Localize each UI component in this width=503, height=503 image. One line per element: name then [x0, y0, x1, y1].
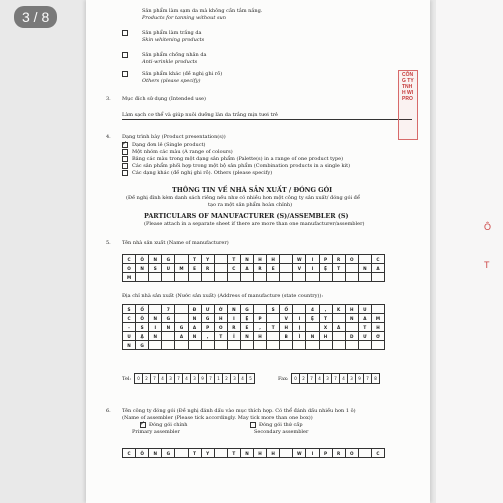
grid-cell — [162, 332, 175, 341]
grid-cell: A — [372, 264, 385, 273]
manufacturer-heading-en: PARTICULARS OF MANUFACTURER (S)/ASSEMBLER (S) — [144, 212, 349, 220]
grid-cell: P — [320, 449, 333, 458]
grid-cell — [215, 449, 228, 458]
presentation-label: Dạng trình bày (Product presentation(s)) — [122, 134, 226, 140]
section-3-number: 3. — [106, 96, 111, 102]
primary-assembler-en: Primary assembler — [132, 429, 180, 435]
grid-cell — [215, 341, 228, 350]
fax-label: Fax: — [278, 376, 289, 382]
grid-cell — [280, 264, 293, 273]
grid-cell: Ệ — [241, 314, 254, 323]
digit-cell: 0 — [292, 374, 300, 384]
others-checkbox[interactable] — [122, 71, 128, 77]
grid-cell — [175, 341, 188, 350]
grid-cell: H — [280, 323, 293, 332]
manufacturer-note-vi-1: (Đề nghị đính kèm danh sách riêng nếu như có nhiều hơn một công ty sản xuất/ đóng gói để — [126, 195, 360, 201]
grid-cell — [359, 255, 372, 264]
digit-cell: 4 — [239, 374, 247, 384]
digit-cell: 7 — [151, 374, 159, 384]
grid-cell: T — [267, 323, 280, 332]
digit-cell: 7 — [332, 374, 340, 384]
red-stamp-text: CÔNG TY TNHH WIPRO — [402, 72, 414, 102]
fax-digit-grid — [291, 373, 380, 384]
grid-cell — [267, 332, 280, 341]
grid-cell: I — [306, 255, 319, 264]
range-colours-option: Một nhóm các màu (A range of colours) — [132, 149, 233, 155]
grid-cell — [241, 341, 254, 350]
grid-cell: Ị — [293, 323, 306, 332]
grid-cell — [372, 273, 385, 282]
grid-cell: U — [162, 264, 175, 273]
grid-cell — [359, 273, 372, 282]
grid-cell: E — [241, 323, 254, 332]
grid-cell: H — [254, 255, 267, 264]
grid-cell: N — [149, 449, 162, 458]
grid-cell — [215, 264, 228, 273]
digit-cell: 4 — [159, 374, 167, 384]
grid-cell: I — [306, 449, 319, 458]
digit-cell: 4 — [316, 374, 324, 384]
grid-cell: N — [241, 449, 254, 458]
grid-cell: R — [202, 264, 215, 273]
grid-cell: G — [162, 314, 175, 323]
grid-cell: U — [123, 332, 136, 341]
grid-cell — [346, 323, 359, 332]
grid-cell: Ơ — [372, 332, 385, 341]
manufacturer-heading-vi: THÔNG TIN VỀ NHÀ SẢN XUẤT / ĐÓNG GÓI — [172, 186, 333, 194]
digit-cell: 5 — [247, 374, 255, 384]
grid-cell: T — [189, 255, 202, 264]
digit-cell: 9 — [199, 374, 207, 384]
other-forms-option: Các dạng khác (đề nghị ghi rõ). Others (please specify) — [132, 170, 273, 176]
grid-cell — [267, 341, 280, 350]
manufacturer-address-grid — [122, 304, 385, 350]
whitening-option-en: Skin whitening products — [142, 37, 205, 43]
grid-cell: W — [293, 255, 306, 264]
grid-cell — [293, 273, 306, 282]
grid-cell: N — [346, 314, 359, 323]
next-page-edge — [436, 0, 503, 503]
grid-cell: O — [346, 449, 359, 458]
anti-wrinkle-option-vi: Sản phẩm chống nhăn da — [142, 52, 207, 58]
grid-cell — [267, 273, 280, 282]
grid-cell — [215, 255, 228, 264]
grid-cell: N — [149, 255, 162, 264]
digit-cell: 7 — [308, 374, 316, 384]
others-option-en: Others (please specify) — [142, 78, 201, 84]
grid-cell: M — [372, 314, 385, 323]
grid-cell: R — [333, 449, 346, 458]
grid-cell: N — [123, 341, 136, 350]
grid-cell — [280, 273, 293, 282]
tanning-option-vi: Sản phẩm làm sạm da mà không cần tắm nắng. — [142, 8, 263, 14]
grid-cell — [267, 314, 280, 323]
grid-cell — [175, 273, 188, 282]
grid-cell: G — [162, 255, 175, 264]
grid-cell: Ì — [293, 332, 306, 341]
grid-cell — [162, 273, 175, 282]
section-5-number: 5. — [106, 240, 111, 246]
grid-cell: R — [333, 255, 346, 264]
grid-cell: T — [320, 314, 333, 323]
grid-cell — [162, 341, 175, 350]
grid-cell — [306, 323, 319, 332]
grid-cell — [228, 341, 241, 350]
digit-cell: 4 — [340, 374, 348, 384]
grid-cell: I — [228, 314, 241, 323]
section-6-number: 6. — [106, 408, 111, 414]
grid-cell — [280, 341, 293, 350]
grid-cell: G — [202, 314, 215, 323]
grid-cell — [346, 273, 359, 282]
grid-cell: 4 — [306, 305, 319, 314]
grid-cell: A — [189, 323, 202, 332]
grid-cell: T — [228, 255, 241, 264]
tanning-option-en: Products for tanning without sun — [142, 15, 226, 21]
grid-cell: C — [123, 449, 136, 458]
grid-cell — [333, 332, 346, 341]
whitening-checkbox[interactable] — [122, 30, 128, 36]
grid-cell: S — [267, 305, 280, 314]
assembler-name-grid — [122, 448, 385, 458]
grid-cell — [359, 341, 372, 350]
grid-cell: Ậ — [136, 332, 149, 341]
grid-cell: S — [149, 264, 162, 273]
grid-cell: V — [280, 314, 293, 323]
intended-use-label: Mục đích sử dụng (Intended use) — [122, 96, 206, 102]
grid-cell: R — [228, 323, 241, 332]
secondary-assembler-en: Secondary assembler — [254, 429, 309, 435]
grid-cell — [202, 341, 215, 350]
single-product-option: Dạng đơn lẻ (Single product) — [132, 142, 206, 148]
grid-cell — [346, 341, 359, 350]
palette-option: Bảng các màu trong một dạng sản phẩm (Palette(s) in a range of one product type) — [132, 156, 344, 162]
others-option-vi: Sản phẩm khác (đề nghị ghi rõ) — [142, 71, 223, 77]
grid-cell: N — [149, 314, 162, 323]
page-indicator: 3 / 8 — [14, 6, 57, 28]
grid-cell: C — [228, 264, 241, 273]
grid-cell: C — [123, 255, 136, 264]
digit-cell: 3 — [324, 374, 332, 384]
grid-cell: T — [189, 449, 202, 458]
tel-digit-grid — [134, 373, 255, 384]
grid-cell: N — [241, 332, 254, 341]
grid-cell: C — [372, 449, 385, 458]
manufacturer-name-label: Tên nhà sản xuất (Name of manufacturer) — [122, 240, 229, 246]
digit-cell: 2 — [223, 374, 231, 384]
grid-cell: M — [123, 273, 136, 282]
grid-cell — [372, 305, 385, 314]
grid-cell: W — [293, 449, 306, 458]
grid-cell: V — [293, 264, 306, 273]
grid-cell: N — [359, 264, 372, 273]
grid-cell: N — [136, 264, 149, 273]
digit-cell: 4 — [183, 374, 191, 384]
grid-cell: H — [267, 255, 280, 264]
grid-cell: Ư — [202, 305, 215, 314]
grid-cell: O — [346, 255, 359, 264]
digit-cell: 3 — [348, 374, 356, 384]
grid-cell: O — [123, 264, 136, 273]
grid-cell — [149, 305, 162, 314]
grid-cell: Y — [202, 449, 215, 458]
grid-cell: S — [123, 305, 136, 314]
grid-cell: H — [254, 449, 267, 458]
grid-cell — [228, 273, 241, 282]
other-forms-checkbox[interactable] — [122, 170, 128, 176]
digit-cell: 3 — [191, 374, 199, 384]
grid-cell: P — [202, 323, 215, 332]
digit-cell: 7 — [175, 374, 183, 384]
grid-cell: P — [254, 314, 267, 323]
grid-cell: C — [372, 255, 385, 264]
grid-cell — [333, 314, 346, 323]
grid-cell: T — [215, 332, 228, 341]
grid-cell: Y — [202, 255, 215, 264]
grid-cell: Ư — [359, 332, 372, 341]
grid-cell — [306, 273, 319, 282]
grid-cell: G — [241, 305, 254, 314]
grid-cell: C — [123, 314, 136, 323]
combination-option: Các sản phẩm phối hợp trong một bộ sản phẩm (Combination products in a single kit) — [132, 163, 351, 169]
grid-cell: N — [228, 305, 241, 314]
grid-cell — [372, 341, 385, 350]
palette-checkbox[interactable] — [122, 156, 128, 162]
grid-cell: N — [149, 332, 162, 341]
grid-cell: E — [267, 264, 280, 273]
grid-cell: H — [346, 305, 359, 314]
grid-cell: N — [189, 314, 202, 323]
digit-cell: 3 — [231, 374, 239, 384]
document-page — [86, 0, 430, 503]
grid-cell — [293, 305, 306, 314]
intended-use-value: Làm sạch cơ thể và giúp nuôi dưỡng làn da trắng mịn tươi trẻ — [122, 112, 278, 118]
grid-cell: O — [215, 323, 228, 332]
digit-cell: 2 — [300, 374, 308, 384]
grid-cell: N — [189, 332, 202, 341]
grid-cell: Ỉ — [228, 332, 241, 341]
grid-cell — [306, 341, 319, 350]
grid-cell — [254, 305, 267, 314]
grid-cell: G — [162, 449, 175, 458]
grid-cell: H — [372, 323, 385, 332]
grid-cell: Ô — [136, 314, 149, 323]
grid-cell — [320, 341, 333, 350]
grid-cell: M — [175, 264, 188, 273]
manufacturer-name-grid — [122, 254, 385, 282]
grid-cell: Đ — [189, 305, 202, 314]
grid-cell: K — [333, 305, 346, 314]
grid-cell — [136, 273, 149, 282]
grid-cell: N — [306, 332, 319, 341]
grid-cell — [333, 273, 346, 282]
secondary-assembler-vi: Đóng gói thứ cấp — [259, 422, 303, 428]
primary-assembler-checkbox[interactable] — [140, 422, 146, 428]
combination-checkbox[interactable] — [122, 163, 128, 169]
grid-cell: Ố — [280, 305, 293, 314]
secondary-assembler-checkbox[interactable] — [250, 422, 256, 428]
grid-cell: Ô — [136, 255, 149, 264]
grid-cell: I — [306, 264, 319, 273]
grid-cell: G — [136, 341, 149, 350]
grid-cell — [333, 341, 346, 350]
grid-cell — [175, 305, 188, 314]
grid-cell: Ờ — [215, 305, 228, 314]
grid-cell — [175, 255, 188, 264]
grid-cell — [241, 273, 254, 282]
digit-cell: 3 — [167, 374, 175, 384]
manufacturer-note-en: (Please attach in a separate sheet if there are more than one manufacturer/assembler) — [144, 221, 365, 227]
range-colours-checkbox[interactable] — [122, 149, 128, 155]
grid-cell: Ô — [136, 449, 149, 458]
next-page-mark-1: Ô — [484, 222, 492, 232]
grid-cell: Ệ — [320, 264, 333, 273]
grid-cell: T — [333, 264, 346, 273]
grid-cell: , — [202, 332, 215, 341]
grid-cell: U — [359, 305, 372, 314]
grid-cell: H — [267, 449, 280, 458]
grid-cell: B — [280, 332, 293, 341]
grid-cell: X — [320, 323, 333, 332]
grid-cell — [359, 449, 372, 458]
grid-cell: I — [293, 314, 306, 323]
grid-cell: N — [162, 323, 175, 332]
whitening-option-vi: Sản phẩm làm trắng da — [142, 30, 202, 36]
grid-cell — [149, 341, 162, 350]
grid-cell: R — [254, 264, 267, 273]
grid-cell: I — [149, 323, 162, 332]
grid-cell — [149, 273, 162, 282]
grid-cell — [189, 341, 202, 350]
assembler-label-en: (Name of assembler (Please tick accordingly. May tick more than one box)) — [122, 415, 313, 421]
grid-cell — [254, 273, 267, 282]
grid-cell — [202, 273, 215, 282]
grid-cell: P — [320, 255, 333, 264]
grid-cell: 7 — [162, 305, 175, 314]
intended-use-line — [122, 119, 412, 120]
single-product-checkbox[interactable] — [122, 142, 128, 148]
manufacturer-address-label: Địa chỉ nhà sản xuất (Nước sản xuất) (Address of manufacture (state country)): — [122, 293, 324, 299]
digit-cell: 1 — [215, 374, 223, 384]
digit-cell: 2 — [143, 374, 151, 384]
grid-cell: D — [346, 332, 359, 341]
grid-cell: , — [320, 305, 333, 314]
grid-cell: T — [228, 449, 241, 458]
grid-cell — [320, 273, 333, 282]
anti-wrinkle-checkbox[interactable] — [122, 52, 128, 58]
digit-cell: 8 — [372, 374, 380, 384]
grid-cell: H — [320, 332, 333, 341]
grid-cell: T — [359, 323, 372, 332]
grid-cell: - — [123, 323, 136, 332]
grid-cell: S — [136, 323, 149, 332]
grid-cell: N — [241, 255, 254, 264]
grid-cell — [254, 341, 267, 350]
digit-cell: 7 — [207, 374, 215, 384]
grid-cell: Ã — [333, 323, 346, 332]
section-4-number: 4. — [106, 134, 111, 140]
primary-assembler-vi: Đóng gói chính — [149, 422, 188, 428]
grid-cell: G — [175, 323, 188, 332]
tel-label: Tel: — [122, 376, 132, 382]
grid-cell: A — [359, 314, 372, 323]
grid-cell — [346, 264, 359, 273]
next-page-mark-2: T — [484, 260, 490, 270]
grid-cell — [175, 314, 188, 323]
grid-cell — [280, 449, 293, 458]
grid-cell — [175, 449, 188, 458]
grid-cell — [215, 273, 228, 282]
grid-cell: , — [254, 323, 267, 332]
digit-cell: 9 — [356, 374, 364, 384]
grid-cell: E — [189, 264, 202, 273]
anti-wrinkle-option-en: Anti-wrinkle products — [142, 59, 198, 65]
grid-cell — [189, 273, 202, 282]
assembler-label-vi: Tên công ty đóng gói (Đề nghị đánh dấu vào mục thích hợp. Có thể đánh dấu nhiều hơn 1 ô) — [122, 408, 356, 414]
grid-cell: A — [175, 332, 188, 341]
grid-cell — [280, 255, 293, 264]
grid-cell: Ố — [136, 305, 149, 314]
manufacturer-note-vi-2: tạo ra một sản phẩm hoàn chỉnh) — [208, 202, 293, 208]
grid-cell: H — [215, 314, 228, 323]
digit-cell: 7 — [364, 374, 372, 384]
grid-cell: A — [241, 264, 254, 273]
grid-cell: H — [254, 332, 267, 341]
digit-cell: 0 — [135, 374, 143, 384]
grid-cell: Ệ — [306, 314, 319, 323]
grid-cell — [293, 341, 306, 350]
